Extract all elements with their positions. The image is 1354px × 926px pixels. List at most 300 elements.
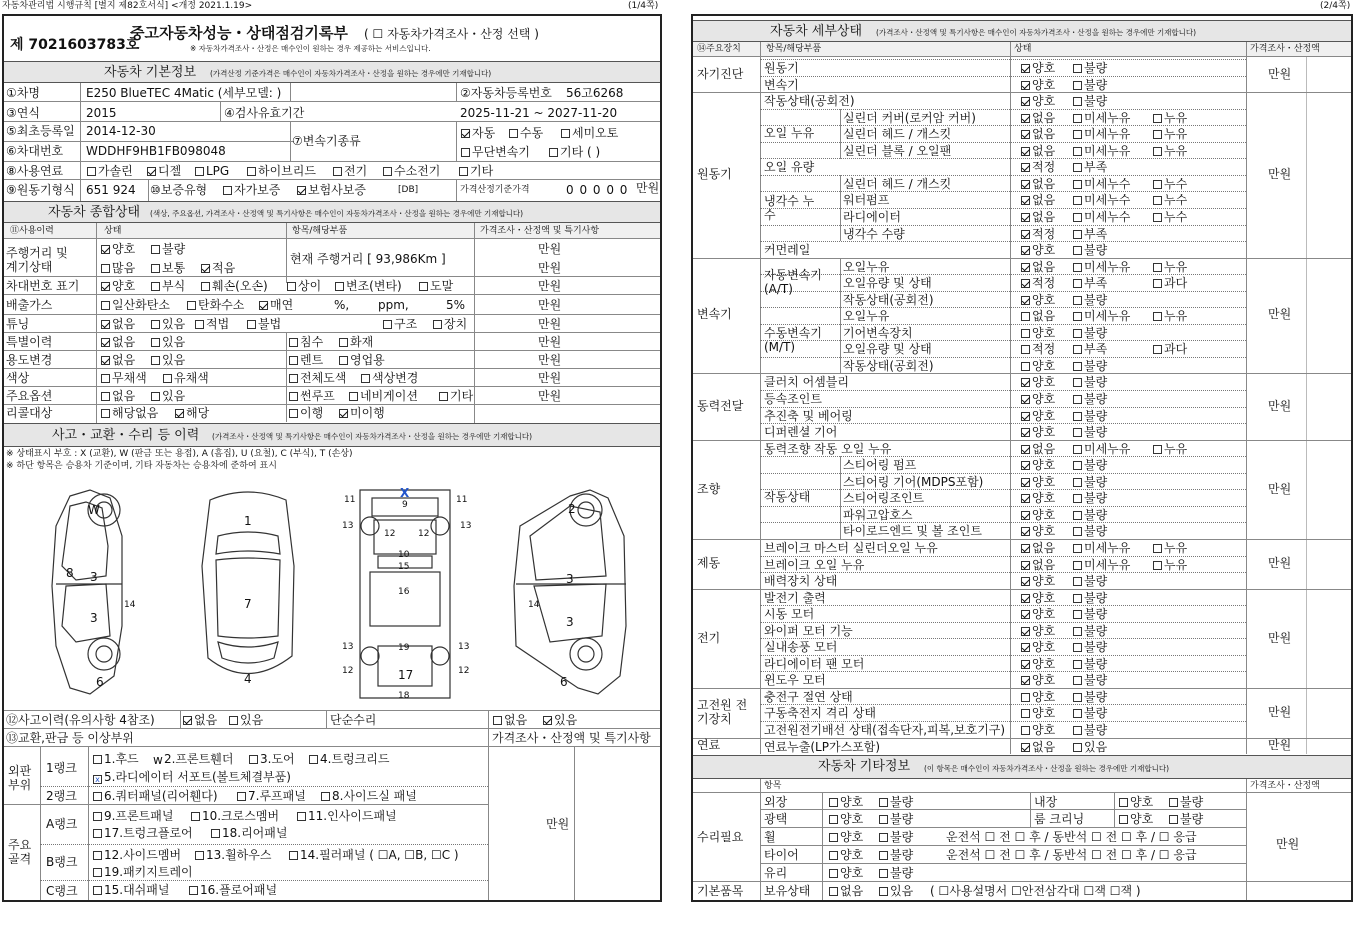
- reg-number: 56고6268: [566, 86, 624, 100]
- tuning-legal[interactable]: 적법: [192, 318, 229, 330]
- part-radiator-support[interactable]: x 5.라디에이터 서포트(볼트체결부품): [90, 771, 291, 784]
- exterior-label: 외장: [764, 795, 788, 809]
- state-option[interactable]: 불량: [1070, 376, 1107, 388]
- col-state: 상태: [1014, 44, 1032, 54]
- special-none[interactable]: 없음: [98, 336, 135, 348]
- diagram-label: 13: [342, 642, 354, 652]
- trans-other[interactable]: 기타 ( ): [546, 146, 600, 158]
- state-option[interactable]: 양호: [1018, 525, 1055, 537]
- state-option[interactable]: 누수: [1150, 194, 1187, 206]
- repair-needed-label: 수리필요: [697, 830, 744, 844]
- base-price: 0 0 0 0 0: [566, 183, 629, 197]
- part-roof-panel[interactable]: 7.루프패널: [234, 790, 306, 802]
- state-option[interactable]: 양호: [1018, 641, 1055, 653]
- group-high-voltage: 고전원 전기장치: [697, 698, 748, 726]
- option-none[interactable]: 없음: [98, 390, 135, 402]
- state-option[interactable]: 불량: [1070, 393, 1107, 405]
- fuel-other[interactable]: 기타: [456, 165, 493, 177]
- trans-auto[interactable]: 자동: [458, 127, 495, 139]
- diagram-label: 3: [566, 572, 574, 586]
- diagram-label: 11: [344, 495, 356, 505]
- state-option[interactable]: 불량: [1070, 426, 1107, 438]
- tire-position[interactable]: 운전석 ☐ 전 ☐ 후 / 동반석 ☐ 전 ☐ 후 / ☐ 응급: [946, 848, 1197, 862]
- detail-item-label: 윈도우 모터: [764, 673, 826, 687]
- diagram-label: 17: [398, 668, 414, 682]
- state-option[interactable]: 불량: [1070, 658, 1107, 670]
- state-option[interactable]: 양호: [1018, 707, 1055, 719]
- recall-none[interactable]: 해당없음: [98, 407, 158, 419]
- rank-1: 1랭크: [46, 761, 77, 775]
- diagram-label: 14: [528, 600, 540, 610]
- exterior-good[interactable]: 양호: [826, 796, 863, 808]
- price-won: 만원: [1268, 482, 1292, 496]
- warranty-self[interactable]: 자가보증: [220, 184, 280, 196]
- state-option[interactable]: 불량: [1070, 525, 1107, 537]
- usage-none[interactable]: 없음: [98, 354, 135, 366]
- state-option[interactable]: 누유: [1150, 112, 1187, 124]
- special-flood[interactable]: 침수: [286, 336, 323, 348]
- state-option[interactable]: 부족: [1070, 343, 1107, 355]
- state-option[interactable]: 누유: [1150, 443, 1187, 455]
- state-option[interactable]: 불량: [1070, 674, 1107, 686]
- state-option[interactable]: 양호: [1018, 410, 1055, 422]
- tuning-yes[interactable]: 있음: [148, 318, 185, 330]
- state-option[interactable]: 미세누유: [1070, 145, 1130, 157]
- fuel-hydrogen[interactable]: 수소전기: [380, 165, 440, 177]
- state-option[interactable]: 미세누유: [1070, 128, 1130, 140]
- symbol-legend: ※ 상태표시 부호 : X (교환), W (판금 또는 용접), A (흠집), U (요철), C (부식), T (손상): [6, 449, 353, 459]
- option-sunroof[interactable]: 썬루프: [286, 390, 335, 402]
- state-option[interactable]: 양호: [1018, 294, 1055, 306]
- group-engine: 원동기: [697, 167, 732, 181]
- state-option[interactable]: 양호: [1018, 608, 1055, 620]
- base-price-label: 가격산정기준가격: [460, 185, 530, 195]
- wheel-position[interactable]: 운전석 ☐ 전 ☐ 후 / 동반석 ☐ 전 ☐ 후 / ☐ 응급: [946, 830, 1197, 844]
- state-option[interactable]: 불량: [1070, 360, 1107, 372]
- state-option[interactable]: 양호: [1018, 592, 1055, 604]
- price-won: 만원: [538, 371, 562, 385]
- plate-good[interactable]: 양호: [98, 280, 135, 292]
- trans-manual[interactable]: 수동: [506, 127, 543, 139]
- state-option[interactable]: 미세누수: [1070, 194, 1130, 206]
- usage-rent[interactable]: 렌트: [286, 354, 323, 366]
- odo-normal[interactable]: 보통: [148, 262, 185, 274]
- fuel-diesel[interactable]: 디젤: [144, 165, 181, 177]
- price-won: 만원: [1268, 67, 1292, 81]
- col-price: 가격조사・산정액 및 특기사항: [480, 226, 600, 236]
- state-option[interactable]: 적정: [1018, 161, 1055, 173]
- detail-item-label: 추진축 및 베어링: [764, 409, 853, 423]
- color-chromatic[interactable]: 유채색: [160, 372, 209, 384]
- state-option[interactable]: 과다: [1150, 277, 1187, 289]
- detail-item-label: 시동 모터: [764, 607, 815, 621]
- state-option[interactable]: 적정: [1018, 277, 1055, 289]
- state-option[interactable]: 누유: [1150, 128, 1187, 140]
- price-won: 만원: [1268, 738, 1292, 752]
- price-won: 만원: [538, 242, 562, 256]
- emission-ppm: ppm,: [378, 298, 409, 312]
- part-package-tray[interactable]: 19.패키지트레이: [90, 866, 193, 878]
- state-option[interactable]: 없음: [1018, 443, 1055, 455]
- part-front-panel[interactable]: 9.프론트패널: [90, 810, 173, 822]
- interior-bad[interactable]: 불량: [1166, 796, 1203, 808]
- detail-item-label: 타이로드엔드 및 볼 조인트: [843, 524, 982, 538]
- gloss-bad[interactable]: 불량: [876, 813, 913, 825]
- state-option[interactable]: 미세누유: [1070, 112, 1130, 124]
- fuel-electric[interactable]: 전기: [330, 165, 367, 177]
- outer-panel-label: 외판 부위: [8, 764, 32, 792]
- detail-item-label: 실내송풍 모터: [764, 640, 838, 654]
- simple-repair-yes[interactable]: 있음: [540, 714, 577, 726]
- state-option[interactable]: 부족: [1070, 161, 1107, 173]
- price-won: 만원: [1268, 307, 1292, 321]
- odo-many[interactable]: 많음: [98, 262, 135, 274]
- detail-item-label: 디퍼렌셜 기어: [764, 425, 838, 439]
- diagram-label: 12: [342, 666, 354, 676]
- current-mileage: 현재 주행거리 [ 93,986Km ]: [290, 252, 446, 266]
- state-option[interactable]: 양호: [1018, 79, 1055, 91]
- odo-good[interactable]: 양호: [98, 243, 135, 255]
- glass-good[interactable]: 양호: [826, 867, 863, 879]
- state-option[interactable]: 불량: [1070, 724, 1107, 736]
- base-price-unit: 만원: [636, 181, 660, 195]
- plate-corrosion[interactable]: 부식: [148, 280, 185, 292]
- engine-type: 651 924: [86, 183, 136, 197]
- sub-manual-transmission: 수동변속기 (M/T): [764, 326, 822, 354]
- state-option[interactable]: 누수: [1150, 178, 1187, 190]
- part-rear-panel[interactable]: 18.리어패널: [208, 827, 287, 839]
- part-dash-panel[interactable]: 15.대쉬패널: [90, 884, 169, 896]
- state-option[interactable]: 부족: [1070, 228, 1107, 240]
- state-option[interactable]: 양호: [1018, 625, 1055, 637]
- state-option[interactable]: 없음: [1018, 112, 1055, 124]
- special-yes[interactable]: 있음: [148, 336, 185, 348]
- emission-smoke-value: 5%: [446, 298, 466, 312]
- accident-none[interactable]: 없음: [180, 714, 217, 726]
- basic-items-label: 기본품목: [697, 884, 744, 898]
- diagram-label: 12: [384, 529, 396, 539]
- state-option[interactable]: 양호: [1018, 95, 1055, 107]
- state-option[interactable]: 누유: [1150, 261, 1187, 273]
- detail-item-label: 작동상태(공회전): [843, 359, 934, 373]
- diagram-label: 14: [124, 600, 136, 610]
- exterior-bad[interactable]: 불량: [876, 796, 913, 808]
- state-option[interactable]: 미세누수: [1070, 178, 1130, 190]
- state-option[interactable]: 불량: [1070, 459, 1107, 471]
- diagram-label: 19: [398, 643, 410, 653]
- model-year-label: ③연식: [6, 106, 40, 120]
- state-option[interactable]: 누유: [1150, 310, 1187, 322]
- state-option[interactable]: 양호: [1018, 244, 1055, 256]
- price-won: 만원: [1268, 631, 1292, 645]
- simple-repair-label: 단순수리: [330, 713, 377, 727]
- tuning-device[interactable]: 장치: [430, 318, 467, 330]
- detail-item-label: 오일누유: [843, 309, 890, 323]
- part-side-sill[interactable]: 8.사이드실 패널: [318, 790, 417, 802]
- etc-price: 만원: [1276, 837, 1300, 851]
- exchange-label: ⑬교환,판금 등 이상부위: [6, 731, 134, 745]
- detail-sub-label: 커먼레일: [764, 243, 811, 257]
- diagram-label: 12: [418, 529, 430, 539]
- interior-good[interactable]: 양호: [1116, 796, 1153, 808]
- state-option[interactable]: 양호: [1018, 509, 1055, 521]
- diagram-label: 10: [398, 550, 410, 560]
- wheel-label: 휠: [764, 830, 776, 844]
- price-won: 만원: [1268, 167, 1292, 181]
- tire-bad[interactable]: 불량: [876, 849, 913, 861]
- glass-bad[interactable]: 불량: [876, 867, 913, 879]
- emission-hc[interactable]: 탄화수소: [184, 299, 244, 311]
- part-floor-panel[interactable]: 16.플로어패널: [186, 884, 277, 896]
- car-left-side-view: [52, 490, 122, 694]
- detail-item-label: 충전구 절연 상태: [764, 690, 853, 704]
- state-option[interactable]: 없음: [1018, 310, 1055, 322]
- part-side-member[interactable]: 12.사이드멤버: [90, 849, 181, 861]
- state-option[interactable]: 없음: [1018, 128, 1055, 140]
- diagram-label: 13: [458, 642, 470, 652]
- diagram-label: 9: [402, 500, 408, 510]
- state-option[interactable]: 양호: [1018, 724, 1055, 736]
- fuel-gasoline[interactable]: 가솔린: [84, 165, 133, 177]
- color-change[interactable]: 색상변경: [358, 372, 418, 384]
- wheel-good[interactable]: 양호: [826, 831, 863, 843]
- diagram-label: 3: [566, 615, 574, 629]
- accident-history-label: ⑫사고이력(유의사항 4참조): [6, 713, 155, 727]
- special-fire[interactable]: 화재: [336, 336, 373, 348]
- state-option[interactable]: 불량: [1070, 608, 1107, 620]
- state-option[interactable]: 미세누유: [1070, 559, 1130, 571]
- certificate-number: 제 7021603783호: [10, 37, 140, 53]
- plate-mismatch[interactable]: 상이: [284, 280, 321, 292]
- part-wheel-house[interactable]: 13.휠하우스: [192, 849, 271, 861]
- state-option[interactable]: 양호: [1018, 459, 1055, 471]
- recall-applicable[interactable]: 해당: [172, 407, 209, 419]
- price-won: 만원: [538, 279, 562, 293]
- state-option[interactable]: 불량: [1070, 294, 1107, 306]
- engine-type-label: ⑨원동기형식: [6, 183, 75, 197]
- col-price: 가격조사・산정액: [1250, 44, 1320, 54]
- usage-yes[interactable]: 있음: [148, 354, 185, 366]
- part-pillar-panel[interactable]: 14.필러패널 ( ☐A, ☐B, ☐C ): [286, 849, 459, 861]
- part-inside-panel[interactable]: 11.인사이드패널: [294, 810, 397, 822]
- state-option[interactable]: 불량: [1070, 707, 1107, 719]
- state-option[interactable]: 불량: [1070, 641, 1107, 653]
- part-trunk-floor[interactable]: 17.트렁크플로어: [90, 827, 193, 839]
- symbol-note: ※ 하단 항목은 승용차 기준이며, 기타 자동차는 승용차에 준하여 표시: [6, 461, 277, 471]
- fuel-hybrid[interactable]: 하이브리드: [244, 165, 316, 177]
- part-cross-member[interactable]: 10.크로스멤버: [188, 810, 279, 822]
- state-option[interactable]: 누유: [1150, 559, 1187, 571]
- vin-label: ⑥차대번호: [6, 144, 64, 158]
- state-option[interactable]: 불량: [1070, 492, 1107, 504]
- diagram-label: 6: [560, 675, 568, 689]
- diagram-label: 3: [90, 570, 98, 584]
- part-hood[interactable]: 1.후드: [90, 753, 139, 765]
- rank-c: C랭크: [46, 884, 78, 898]
- state-option[interactable]: 불량: [1070, 62, 1107, 74]
- state-option[interactable]: 누유: [1150, 145, 1187, 157]
- gloss-good[interactable]: 양호: [826, 813, 863, 825]
- sub-oil-leak: 오일 누유: [764, 126, 815, 140]
- state-option[interactable]: 양호: [1018, 426, 1055, 438]
- sub-auto-transmission: 자동변속기 (A/T): [764, 268, 822, 296]
- emission-co[interactable]: 일산화탄소: [98, 299, 170, 311]
- state-option[interactable]: 없음: [1018, 194, 1055, 206]
- recall-not-done[interactable]: 미이행: [336, 407, 385, 419]
- state-option[interactable]: 과다: [1150, 343, 1187, 355]
- diagram-label: 4: [244, 672, 252, 686]
- odo-few[interactable]: 적음: [198, 262, 235, 274]
- wheel-bad[interactable]: 불량: [876, 831, 913, 843]
- state-option[interactable]: 양호: [1018, 658, 1055, 670]
- transmission-label: ⑦변속기종류: [292, 134, 361, 148]
- tuning-structure[interactable]: 구조: [380, 318, 417, 330]
- state-option[interactable]: 양호: [1018, 360, 1055, 372]
- ownership-items[interactable]: ( ☐사용설명서 ☐안전삼각대 ☐잭 ☐잭 ): [930, 884, 1141, 898]
- part-trunk-lid[interactable]: 4.트렁크리드: [306, 753, 389, 765]
- state-option[interactable]: 불량: [1070, 691, 1107, 703]
- car-right-side-view: [514, 490, 626, 694]
- detail-item-label: 등속조인트: [764, 392, 822, 406]
- state-option[interactable]: 양호: [1018, 674, 1055, 686]
- state-option[interactable]: 불량: [1070, 509, 1107, 521]
- state-option[interactable]: 양호: [1018, 393, 1055, 405]
- price-select-option[interactable]: ( ☐ 자동차가격조사・산정 선택 ): [364, 27, 539, 41]
- state-option[interactable]: 없음: [1018, 741, 1055, 753]
- trans-cvt[interactable]: 무단변속기: [458, 146, 530, 158]
- state-option[interactable]: 미세누유: [1070, 542, 1130, 554]
- state-option[interactable]: 누수: [1150, 211, 1187, 223]
- warranty-db: [DB]: [398, 185, 419, 195]
- emission-smoke[interactable]: 매연: [256, 299, 293, 311]
- ownership-none[interactable]: 없음: [826, 885, 863, 897]
- tuning-illegal[interactable]: 불법: [244, 318, 281, 330]
- price-won: 만원: [538, 335, 562, 349]
- state-option[interactable]: 양호: [1018, 62, 1055, 74]
- detail-item-label: 배력장치 상태: [764, 574, 838, 588]
- detail-item-label: 오일유량 및 상태: [843, 342, 932, 356]
- detail-item-label: 연료누출(LP가스포함): [764, 740, 881, 754]
- state-option[interactable]: 불량: [1070, 410, 1107, 422]
- state-option[interactable]: 적정: [1018, 228, 1055, 240]
- fuel-lpg[interactable]: LPG: [192, 165, 229, 177]
- color-achromatic[interactable]: 무채색: [98, 372, 147, 384]
- state-option[interactable]: 미세누유: [1070, 443, 1130, 455]
- state-option[interactable]: 없음: [1018, 542, 1055, 554]
- odometer-label: 주행거리 및계기상태: [6, 246, 68, 274]
- price-won: 만원: [538, 353, 562, 367]
- state-option[interactable]: 미세누수: [1070, 211, 1130, 223]
- price-won: 만원: [1268, 399, 1292, 413]
- state-option[interactable]: 불량: [1070, 244, 1107, 256]
- plate-damage[interactable]: 훼손(오손): [198, 280, 268, 292]
- detail-note: (가격조사・산정액 및 특기사항은 매수인이 자동차가격조사・산정을 원하는 경우에만 기재합니다): [876, 28, 1197, 37]
- options-label: 주요옵션: [6, 389, 53, 403]
- room-good[interactable]: 양호: [1116, 813, 1153, 825]
- trans-semi[interactable]: 세미오토: [558, 127, 618, 139]
- part-quarter-panel[interactable]: 6.쿼터패널(리어휀다): [90, 790, 218, 802]
- state-option[interactable]: 부족: [1070, 277, 1107, 289]
- state-option[interactable]: 미세누유: [1070, 261, 1130, 273]
- plate-smeared[interactable]: 도말: [416, 280, 453, 292]
- warranty-insurance[interactable]: 보험사보증: [294, 184, 366, 196]
- price-won: 만원: [538, 298, 562, 312]
- reg-number-label: ②자동차등록번호: [460, 86, 552, 100]
- detail-item-label: 원동기: [764, 61, 799, 75]
- state-option[interactable]: 양호: [1018, 327, 1055, 339]
- recall-done[interactable]: 이행: [286, 407, 323, 419]
- diagram-label: 13: [460, 521, 472, 531]
- room-bad[interactable]: 불량: [1166, 813, 1203, 825]
- state-option[interactable]: 불량: [1070, 575, 1107, 587]
- state-option[interactable]: 양호: [1018, 575, 1055, 587]
- col-state: 상태: [104, 226, 122, 236]
- emission-label: 배출가스: [6, 298, 53, 312]
- inspection-validity-label: ④검사유효기간: [224, 106, 305, 120]
- state-option[interactable]: 양호: [1018, 476, 1055, 488]
- page-title: 중고자동차성능・상태점검기록부: [130, 24, 348, 42]
- state-option[interactable]: 없음: [1018, 211, 1055, 223]
- state-option[interactable]: 적정: [1018, 343, 1055, 355]
- state-option[interactable]: 양호: [1018, 691, 1055, 703]
- state-option[interactable]: 없음: [1018, 178, 1055, 190]
- diagram-label: 6: [96, 675, 104, 689]
- special-history-label: 특별이력: [6, 335, 53, 349]
- warranty-label: ⑩보증유형: [150, 183, 208, 197]
- detail-item-label: 와이퍼 모터 기능: [764, 624, 853, 638]
- overall-title: 자동차 종합상태: [48, 205, 141, 220]
- detail-item-label: 브레이크 마스터 실린더오일 누유: [764, 541, 938, 555]
- group-steering: 조향: [697, 482, 721, 496]
- state-option[interactable]: 양호: [1018, 492, 1055, 504]
- usage-business[interactable]: 영업용: [336, 354, 385, 366]
- accident-yes[interactable]: 있음: [226, 714, 263, 726]
- state-option[interactable]: 불량: [1070, 625, 1107, 637]
- state-option[interactable]: 있음: [1070, 741, 1107, 753]
- state-option[interactable]: 없음: [1018, 261, 1055, 273]
- option-navigation[interactable]: 네비게이션: [346, 390, 418, 402]
- state-option[interactable]: 불량: [1070, 592, 1107, 604]
- tire-good[interactable]: 양호: [826, 849, 863, 861]
- state-option[interactable]: 불량: [1070, 476, 1107, 488]
- plate-altered[interactable]: 변조(변타): [332, 280, 402, 292]
- room-cleaning-label: 룸 크리닝: [1034, 812, 1085, 826]
- state-option[interactable]: 누유: [1150, 542, 1187, 554]
- state-option[interactable]: 없음: [1018, 559, 1055, 571]
- tuning-none[interactable]: 없음: [98, 318, 135, 330]
- diagram-label: 1: [244, 514, 252, 528]
- state-option[interactable]: 불량: [1070, 79, 1107, 91]
- detail-item-label: 실린더 블록 / 오일팬: [843, 144, 952, 158]
- simple-repair-none[interactable]: 없음: [490, 714, 527, 726]
- detail-item-label: 스티어링 펌프: [843, 458, 917, 472]
- col-item: 항목/해당부품: [292, 226, 348, 236]
- ownership-yes[interactable]: 있음: [876, 885, 913, 897]
- state-option[interactable]: 미세누유: [1070, 310, 1130, 322]
- part-door[interactable]: 3.도어: [246, 753, 295, 765]
- state-option[interactable]: 양호: [1018, 376, 1055, 388]
- group-self-diagnosis: 자기진단: [697, 67, 744, 81]
- odo-bad[interactable]: 불량: [148, 243, 185, 255]
- state-option[interactable]: 불량: [1070, 95, 1107, 107]
- color-full-paint[interactable]: 전체도색: [286, 372, 346, 384]
- part-front-fender[interactable]: w2.프론트휀더: [153, 752, 234, 767]
- state-option[interactable]: 불량: [1070, 327, 1107, 339]
- option-yes[interactable]: 있음: [148, 390, 185, 402]
- detail-item-label: 실린더 헤드 / 개스킷: [843, 127, 952, 141]
- option-other[interactable]: 기타: [436, 390, 473, 402]
- state-option[interactable]: 없음: [1018, 145, 1055, 157]
